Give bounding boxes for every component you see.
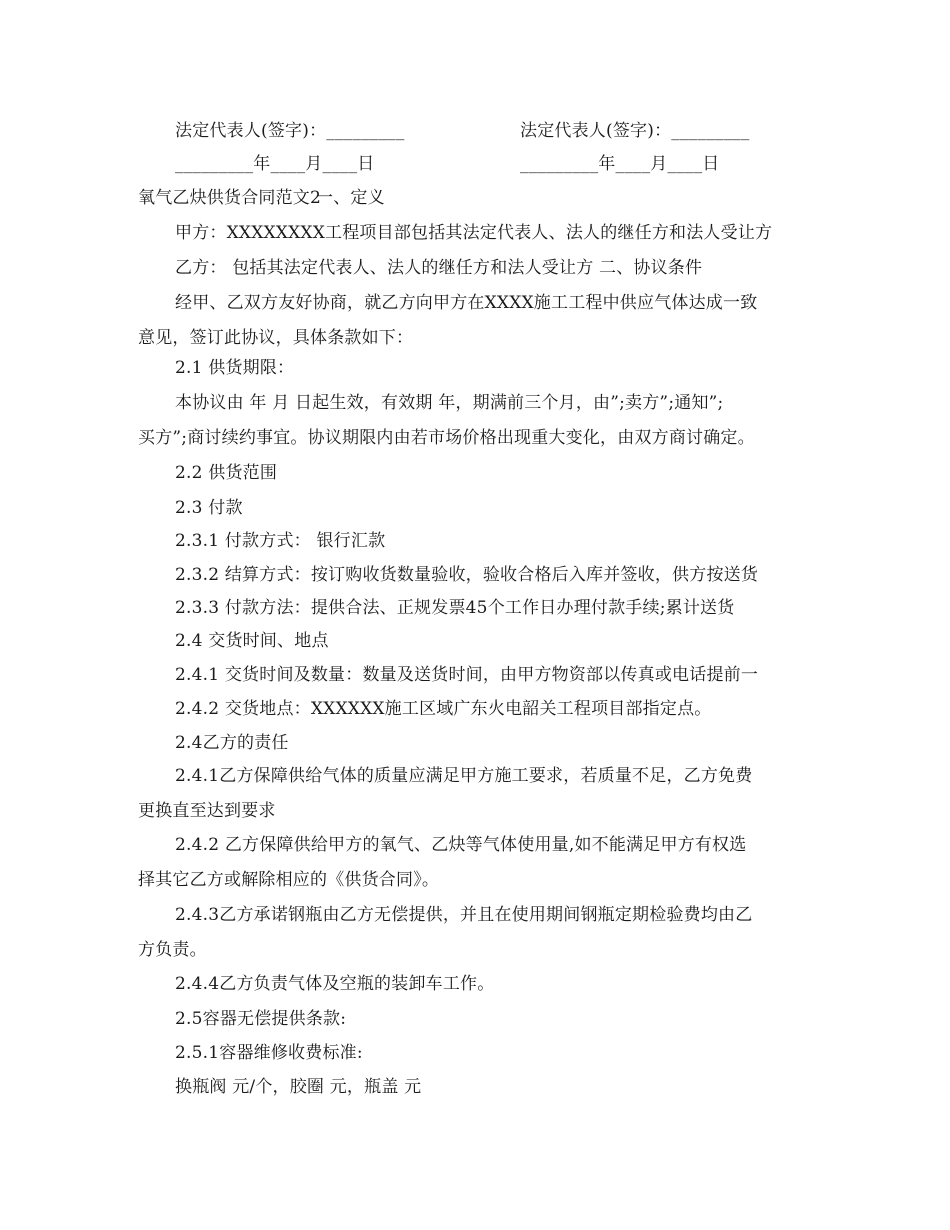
clause-2-3-2: 2.3.2 结算方式：按订购收货数量验收，验收合格后入库并签收，供方按送货 [175, 565, 759, 585]
clause-2-1-text-line2: 买方”;商讨续约事宜。协议期限内由若市场价格出现重大变化，由双方商讨确定。 [138, 428, 755, 448]
clause-2-4-responsibilities-heading: 2.4乙方的责任 [175, 733, 289, 753]
intro-paragraph-line2: 意见，签订此协议，具体条款如下： [138, 328, 414, 348]
signature-right-date: _________年____月____日 [520, 154, 720, 174]
clause-2-3-heading: 2.3 付款 [175, 498, 243, 518]
clause-2-5-1-text: 换瓶阀 元/个，胶圈 元，瓶盖 元 [175, 1077, 422, 1097]
signature-left-representative: 法定代表人(签字)：_________ [175, 121, 405, 141]
intro-paragraph-line1: 经甲、乙双方友好协商，就乙方向甲方在XXXX施工工程中供应气体达成一致 [175, 293, 758, 313]
clause-2-4-1-resp-line1: 2.4.1乙方保障供给气体的质量应满足甲方施工要求，若质量不足，乙方免费 [175, 766, 753, 786]
clause-2-4-2: 2.4.2 交货地点：XXXXXX施工区域广东火电韶关工程项目部指定点。 [175, 699, 712, 719]
clause-2-3-1: 2.3.1 付款方式： 银行汇款 [175, 531, 386, 551]
clause-2-1-heading: 2.1 供货期限： [175, 358, 295, 378]
clause-2-5-1-heading: 2.5.1容器维修收费标准: [175, 1043, 363, 1063]
document-title: 氧气乙炔供货合同范文2 [138, 188, 322, 208]
clause-2-4-2-resp-line1: 2.4.2 乙方保障供给甲方的氧气、乙炔等气体使用量,如不能满足甲方有权选 [175, 835, 747, 855]
clause-2-4-3-resp-line2: 方负责。 [138, 940, 207, 960]
party-b-definition: 乙方： 包括其法定代表人、法人的继任方和法人受让方 二、协议条件 [175, 258, 703, 278]
clause-2-4-1: 2.4.1 交货时间及数量：数量及送货时间，由甲方物资部以传真或电话提前一 [175, 665, 759, 685]
clause-2-1-text-line1: 本协议由 年 月 日起生效，有效期 年，期满前三个月，由”;卖方”;通知”; [175, 393, 724, 413]
clause-2-4-1-resp-line2: 更换直至达到要求 [138, 801, 276, 821]
party-a-definition: 甲方：XXXXXXXX工程项目部包括其法定代表人、法人的继任方和法人受让方 [175, 223, 773, 243]
clause-2-4-heading: 2.4 交货时间、地点 [175, 631, 329, 651]
clause-2-4-2-resp-line2: 择其它乙方或解除相应的《供货合同》。 [138, 870, 440, 890]
signature-left-date: _________年____月____日 [175, 154, 375, 174]
signature-right-representative: 法定代表人(签字)：_________ [520, 121, 750, 141]
clause-2-4-4-resp: 2.4.4乙方负责气体及空瓶的装卸车工作。 [175, 974, 495, 994]
clause-2-3-3: 2.3.3 付款方法：提供合法、正规发票45个工作日办理付款手续;累计送货 [175, 598, 735, 618]
section-heading-definitions: 一、定义 [316, 188, 385, 208]
clause-2-5-heading: 2.5容器无偿提供条款: [175, 1009, 347, 1029]
clause-2-4-3-resp-line1: 2.4.3乙方承诺钢瓶由乙方无偿提供，并且在使用期间钢瓶定期检验费均由乙 [175, 905, 753, 925]
clause-2-2-heading: 2.2 供货范围 [175, 463, 278, 483]
